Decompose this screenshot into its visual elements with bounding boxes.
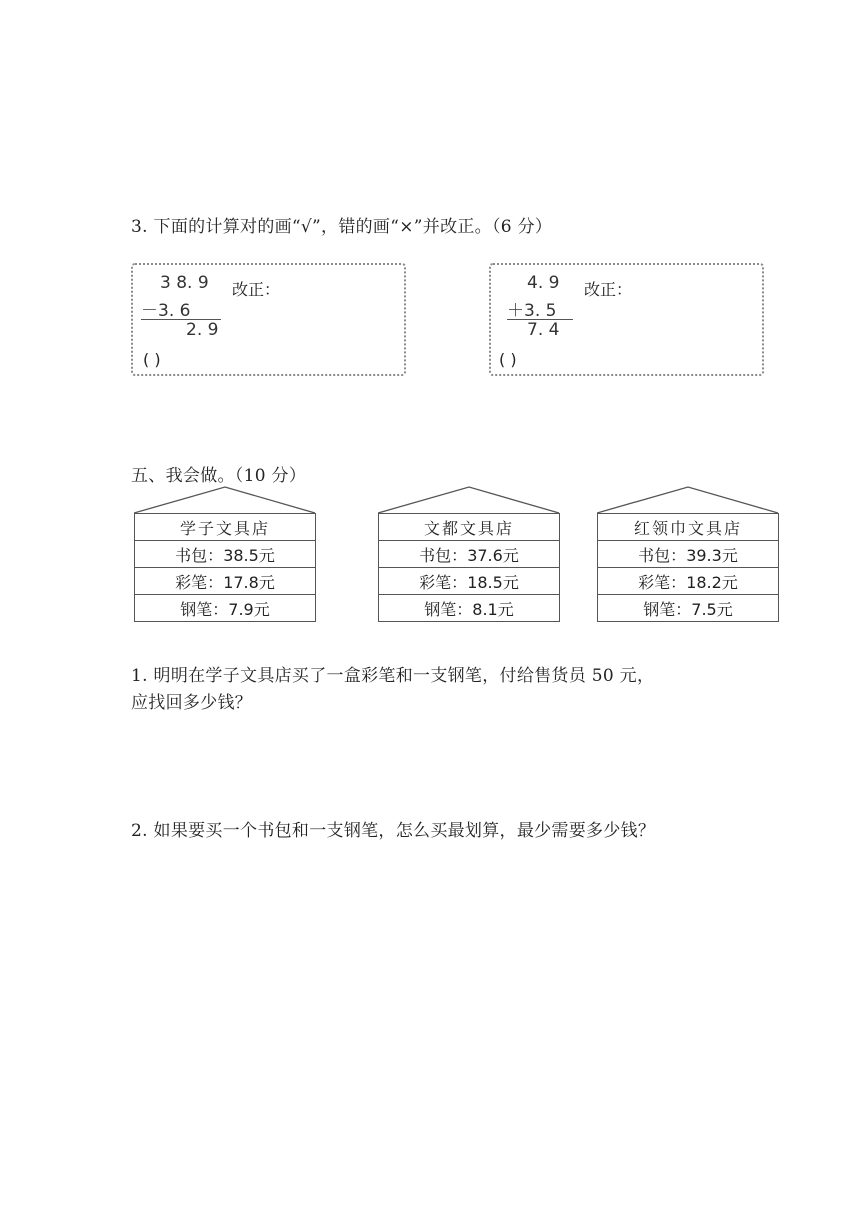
item-label: 彩笔：: [419, 572, 468, 592]
item-label: 钢笔：: [643, 599, 692, 619]
item-price: 37.6元: [467, 545, 519, 565]
item-price: 18.2元: [686, 572, 738, 592]
store-1-item-bag: [135, 541, 316, 568]
section-5-title: 五、我会做。（10 分）: [131, 466, 307, 486]
item-price: 8.1元: [472, 599, 514, 619]
calc-2-addend-1: 4. 9: [527, 273, 560, 293]
item-price: 18.5元: [467, 572, 519, 592]
store-1-item-pen: [135, 595, 316, 622]
calc-1-answer-paren[interactable]: ( ): [143, 350, 161, 369]
item-label: 钢笔：: [180, 599, 229, 619]
calc-1-minuend: 3 8. 9: [160, 273, 209, 293]
calc-1-result: 2. 9: [186, 320, 219, 340]
problem-1-line-1: 1. 明明在学子文具店买了一盒彩笔和一支钢笔，付给售货员 50 元，: [131, 666, 655, 686]
store-card-2: [378, 486, 560, 626]
item-price: 39.3元: [686, 545, 738, 565]
store-2-item-markers: [379, 568, 560, 595]
problem-2: 2. 如果要买一个书包和一支钢笔，怎么买最划算，最少需要多少钱？: [131, 821, 656, 841]
store-card-3: [597, 486, 779, 626]
item-label: 彩笔：: [175, 572, 224, 592]
problem-1-line-2: 应找回多少钱？: [131, 693, 253, 713]
store-2-roof: [378, 486, 560, 514]
item-price: 17.8元: [223, 572, 275, 592]
store-card-1: [134, 486, 316, 626]
calc-2-result: 7. 4: [527, 320, 560, 340]
item-price: 38.5元: [223, 545, 275, 565]
item-label: 钢笔：: [424, 599, 473, 619]
calc-box-1: [131, 263, 406, 376]
store-3-item-pen: [598, 595, 779, 622]
item-label: 书包：: [419, 545, 468, 565]
calc-1-subtrahend: －3. 6: [141, 301, 191, 321]
calc-2-fix-label: 改正：: [584, 280, 633, 299]
item-price: 7.9元: [228, 599, 270, 619]
store-2-name: 文都文具店: [379, 514, 560, 541]
store-3-item-bag: [598, 541, 779, 568]
item-label: 彩笔：: [638, 572, 687, 592]
store-1-roof: [134, 486, 316, 514]
store-3-item-markers: [598, 568, 779, 595]
question-3-title: 3. 下面的计算对的画“√”，错的画“×”并改正。（6 分）: [131, 217, 553, 237]
store-2-item-bag: [379, 541, 560, 568]
calc-box-2: [489, 263, 764, 376]
item-price: 7.5元: [691, 599, 733, 619]
calc-1-fix-label: 改正：: [232, 280, 281, 299]
store-1-item-markers: [135, 568, 316, 595]
calc-2-addend-2: ＋3. 5: [507, 301, 557, 321]
store-3-name: 红领巾文具店: [598, 514, 779, 541]
item-label: 书包：: [638, 545, 687, 565]
item-label: 书包：: [175, 545, 224, 565]
store-2-item-pen: [379, 595, 560, 622]
store-1-name: 学子文具店: [135, 514, 316, 541]
calc-2-answer-paren[interactable]: ( ): [499, 350, 517, 369]
store-3-roof: [597, 486, 779, 514]
